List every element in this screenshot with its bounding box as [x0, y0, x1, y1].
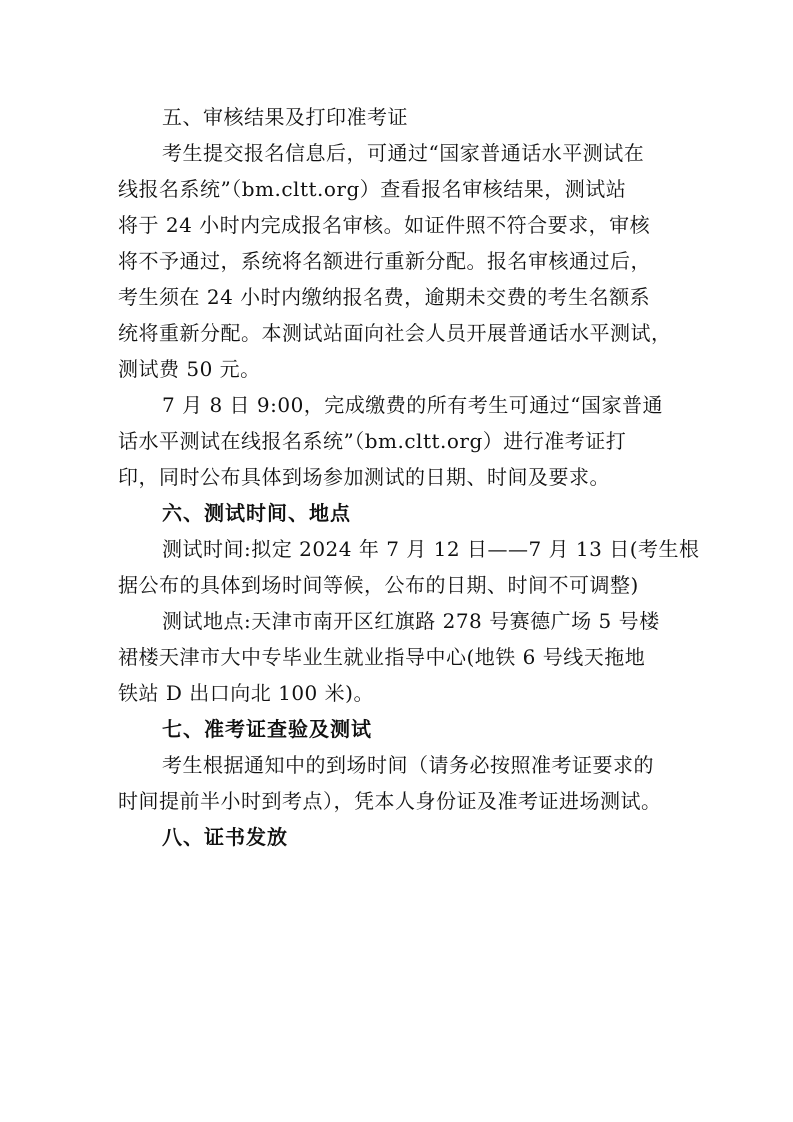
paragraph-line: 测试地点:天津市南开区红旗路 278 号赛德广场 5 号楼 — [162, 609, 660, 633]
paragraph-line: 将于 24 小时内完成报名审核。如证件照不符合要求，审核 — [118, 213, 651, 237]
section-heading-8: 八、证书发放 — [162, 825, 288, 849]
section-heading-6: 六、测试时间、地点 — [162, 501, 351, 525]
paragraph-line: 裙楼天津市大中专毕业生就业指导中心(地铁 6 号线天拖地 — [118, 645, 646, 669]
section-heading-5: 五、审核结果及打印准考证 — [162, 105, 408, 129]
paragraph-line: 时间提前半小时到考点），凭本人身份证及准考证进场测试。 — [118, 789, 662, 813]
paragraph-line: 考生提交报名信息后，可通过“国家普通话水平测试在 — [162, 141, 645, 165]
paragraph-line: 铁站 D 出口向北 100 米)。 — [118, 681, 374, 705]
document-page — [118, 99, 700, 855]
paragraph-line: 将不予通过，系统将名额进行重新分配。报名审核通过后， — [118, 249, 651, 273]
paragraph-line: 统将重新分配。本测试站面向社会人员开展普通话水平测试， — [118, 321, 672, 345]
section-heading-7: 七、准考证查验及测试 — [162, 717, 372, 741]
paragraph-line: 话水平测试在线报名系统”（bm.cltt.org）进行准考证打 — [118, 429, 627, 453]
paragraph-line: 7 月 8 日 9:00，完成缴费的所有考生可通过“国家普通 — [162, 393, 664, 417]
paragraph-line: 测试时间:拟定 2024 年 7 月 12 日——7 月 13 日(考生根 — [162, 537, 700, 561]
paragraph-line: 线报名系统”（bm.cltt.org）查看报名审核结果，测试站 — [118, 177, 627, 201]
paragraph-line: 考生根据通知中的到场时间（请务必按照准考证要求的 — [162, 753, 654, 777]
paragraph-line: 据公布的具体到场时间等候，公布的日期、时间不可调整) — [118, 573, 639, 597]
paragraph-line: 考生须在 24 小时内缴纳报名费，逾期未交费的考生名额系 — [118, 285, 651, 309]
paragraph-line: 测试费 50 元。 — [118, 357, 261, 381]
paragraph-line: 印，同时公布具体到场参加测试的日期、时间及要求。 — [118, 465, 610, 489]
